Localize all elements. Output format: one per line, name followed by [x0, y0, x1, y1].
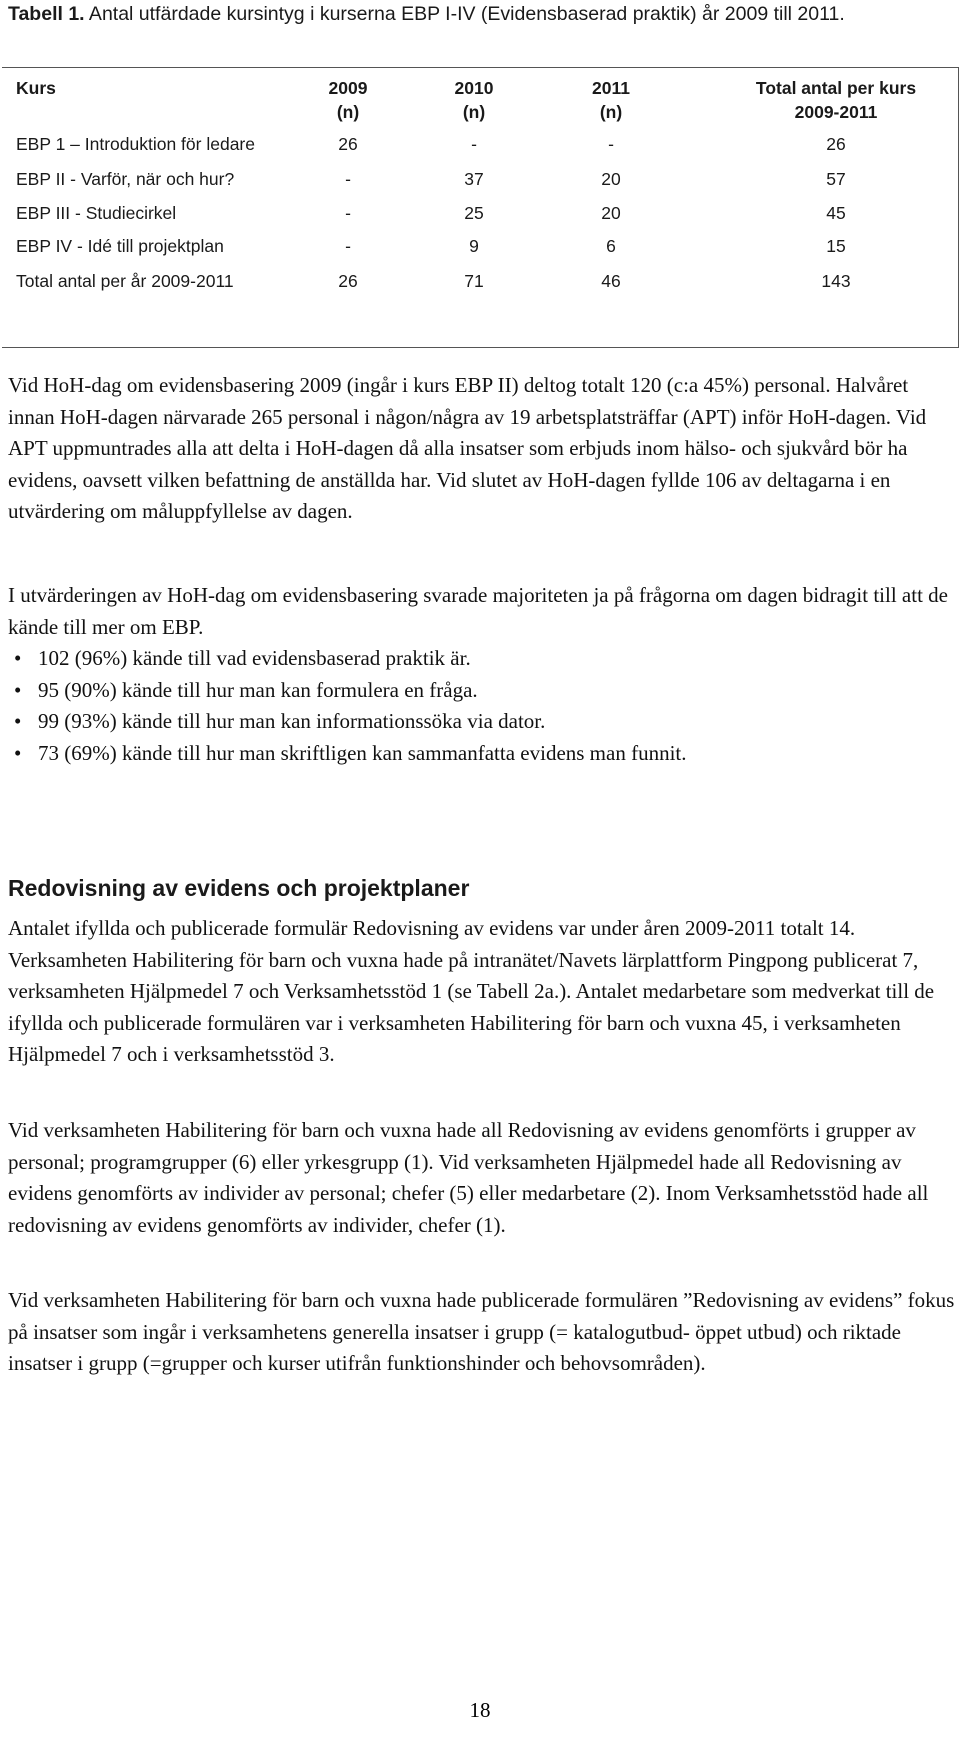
table-row — [2, 134, 958, 164]
list-item — [8, 738, 958, 770]
header-2011-unit: (n) — [599, 102, 623, 122]
row-value-2010: - — [471, 134, 477, 154]
paragraph-antalet-formular: Antalet ifyllda och publicerade formulär Redovisning av evidens var under åren 2009-2011 totalt 14. Verksamheten Habilitering för barn och vuxna hade på intranätet/Navets lärplattform Pingpong publicerat 7, verksamheten Hjälpmedel 7 och Verksamhetsstöd 1 (se Tabell 2a.). Antalet medarbetare som medverkat till de ifyllda och publicerade formulären var i verksamheten Habilitering för barn och vuxna 45, i verksamheten Hjälpmedel 7 och i verksamhetsstöd 3. — [8, 916, 935, 1066]
list-item-text: 95 (90%) kände till hur man kan formulera en fråga. — [38, 677, 478, 702]
table-caption-text: Antal utfärdade kursintyg i kurserna EBP I-IV (Evidensbaserad praktik) år 2009 till 2011. — [84, 3, 845, 25]
row-course-name: Total antal per år 2009-2011 — [16, 271, 234, 291]
row-value-total: 26 — [826, 134, 846, 154]
row-value-2010: 71 — [464, 271, 484, 291]
row-value-2011: 20 — [601, 203, 621, 223]
paragraph-publicerade-formular: Vid verksamheten Habilitering för barn och vuxna hade publicerade formulären ”Redovisning av evidens” fokus på insatser som ingår i verksamhetens generella insatser i grupp (= katalogutbud- öppet utbud) och riktade insatser i grupp (=grupper och kurser utifrån funktionshinder och behovsområden). — [8, 1288, 955, 1375]
evaluation-results-list — [8, 643, 958, 769]
bullet-icon: • — [14, 709, 22, 733]
row-value-2009: 26 — [338, 271, 358, 291]
row-value-2011: 20 — [601, 169, 621, 189]
table-caption-label: Tabell 1. — [8, 3, 85, 25]
row-value-2010: 37 — [464, 169, 484, 189]
page-number: 18 — [469, 1698, 491, 1722]
paragraph-redovisning-grupper: Vid verksamheten Habilitering för barn och vuxna hade all Redovisning av evidens genomförts i grupper av personal; programgrupper (6) eller yrkesgrupp (1). Vid verksamheten Hjälpmedel hade all Redovisning av evidens genomförts av individer av personal; chefer (5) eller medarbetare (2). Inom Verksamhetsstöd hade all redovisning av evidens genomförts av individer, chefer (1). — [8, 1118, 929, 1237]
header-2011-year: 2011 — [592, 78, 630, 98]
header-2010-unit: (n) — [462, 102, 486, 122]
header-2011 — [575, 76, 647, 124]
table-row — [2, 236, 958, 266]
table-header-row — [2, 76, 958, 130]
table-caption — [8, 2, 908, 27]
bullet-icon: • — [14, 677, 22, 702]
header-total-range: 2009-2011 — [794, 102, 878, 122]
header-total — [726, 76, 946, 124]
list-item-text: 73 (69%) kände till hur man skriftligen kan sammanfatta evidens man funnit. — [38, 740, 687, 765]
list-item — [8, 706, 958, 738]
row-value-2011: 46 — [601, 271, 621, 291]
bullet-icon: • — [14, 740, 22, 765]
header-total-label: Total antal per kurs — [755, 78, 917, 98]
bullet-icon: • — [14, 646, 22, 670]
table-row — [2, 169, 958, 199]
header-2009 — [312, 76, 384, 124]
course-table — [2, 67, 959, 348]
list-item — [8, 643, 958, 675]
list-item — [8, 675, 958, 707]
list-item-text: 102 (96%) kände till vad evidensbaserad praktik är. — [38, 646, 471, 670]
row-value-total: 57 — [826, 169, 846, 189]
row-value-2010: 9 — [469, 236, 479, 256]
row-value-total: 45 — [826, 203, 846, 223]
row-value-total: 15 — [826, 236, 846, 256]
table-row — [2, 203, 958, 233]
row-value-2009: - — [345, 169, 351, 189]
paragraph-utvardering: I utvärderingen av HoH-dag om evidensbasering svarade majoriteten ja på frågorna om dagen bidragit till att de kände till mer om EBP. — [8, 583, 948, 639]
row-value-2009: 26 — [338, 134, 358, 154]
row-value-2010: 25 — [464, 203, 484, 223]
header-2010-year: 2010 — [454, 78, 494, 98]
row-value-total: 143 — [821, 271, 851, 291]
header-kurs: Kurs — [16, 78, 56, 98]
row-course-name: EBP 1 – Introduktion för ledare — [16, 134, 255, 154]
header-2009-unit: (n) — [336, 102, 360, 122]
row-course-name: EBP III - Studiecirkel — [16, 203, 177, 223]
list-item-text: 99 (93%) kände till hur man kan informationssöka via dator. — [38, 709, 546, 733]
section-heading: Redovisning av evidens och projektplaner — [8, 875, 470, 901]
row-value-2009: - — [345, 236, 351, 256]
header-2010 — [438, 76, 510, 124]
paragraph-hoh-dag: Vid HoH-dag om evidensbasering 2009 (ingår i kurs EBP II) deltog totalt 120 (c:a 45%) personal. Halvåret innan HoH-dagen närvarade 265 personal i någon/några av 19 arbetsplatsträffar (APT) inför HoH-dagen. Vid APT uppmuntrades alla att delta i HoH-dagen då alla insatser som erbjuds inom hälso- och sjukvård bör ha evidens, oavsett vilken befattning de anställda har. Vid slutet av HoH-dagen fyllde 106 av deltagarna i en utvärdering om måluppfyllelse av dagen. — [8, 373, 927, 523]
header-2009-year: 2009 — [328, 78, 368, 98]
row-value-2011: 6 — [606, 236, 616, 256]
row-course-name: EBP IV - Idé till projektplan — [16, 236, 224, 256]
row-course-name: EBP II - Varför, när och hur? — [16, 169, 235, 189]
row-value-2009: - — [345, 203, 351, 223]
table-row-total — [2, 271, 958, 301]
row-value-2011: - — [608, 134, 614, 154]
